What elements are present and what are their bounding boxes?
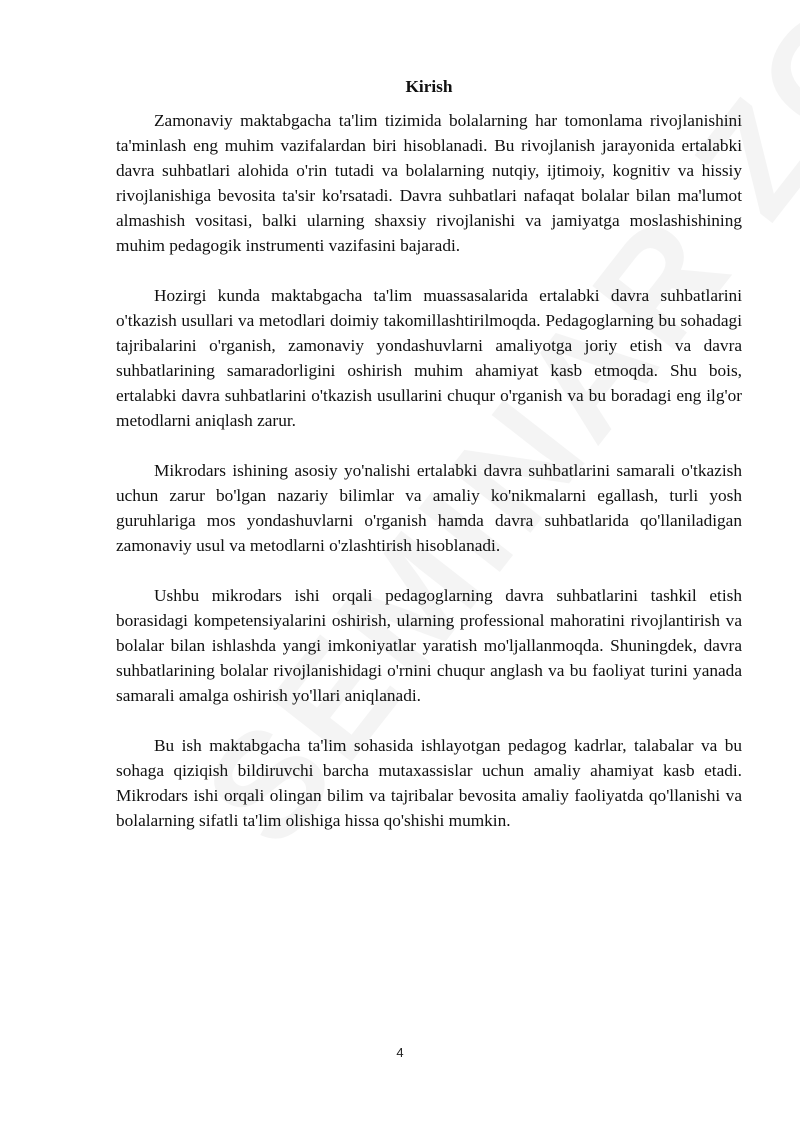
paragraph-2: Hozirgi kunda maktabgacha ta'lim muassasalarida ertalabki davra suhbatlarini o'tkazish usullari va metodlari doimiy takomillashtirilmoqda. Pedagoglarning bu sohadagi tajribalarini o'rganish, zamonaviy yondashuvlarni amaliyotga joriy etish va davra suhbatlarining samaradorligini oshirish muhim ahamiyat kasb etmoqda. Shu bois, ertalabki davra suhbatlarini o'tkazish usullarini chuqur o'rganish va bu boradagi eng ilg'or metodlarni aniqlash zarur.	[116, 286, 742, 430]
paragraph-5: Bu ish maktabgacha ta'lim sohasida ishlayotgan pedagog kadrlar, talabalar va bu sohaga qiziqish bildiruvchi barcha mutaxassislar uchun amaliy ahamiyat kasb etadi. Mikrodars ishi orqali olingan bilim va tajribalar bevosita amaliy faoliyatda qo'llanishi va bolalarning sifatli ta'lim olishiga hissa qo'shishi mumkin.	[116, 736, 742, 830]
paragraph-1: Zamonaviy maktabgacha ta'lim tizimida bolalarning har tomonlama rivojlanishini ta'minlash eng muhim vazifalardan biri hisoblanadi. Bu rivojlanish jarayonida ertalabki davra suhbatlari alohida o'rin tutadi va bolalarning nutqiy, ijtimoiy, kognitiv va hissiy rivojlanishiga bevosita ta'sir ko'rsatadi. Davra suhbatlari nafaqat bolalar bilan ma'lumot almashish vositasi, balki ularning shaxsiy rivojlanishi va jamiyatga moslashishining muhim pedagogik instrumenti vazifasini bajaradi.	[116, 111, 742, 255]
page-title: Kirish	[405, 77, 453, 96]
page-number: 4	[396, 1045, 404, 1060]
paragraph-3: Mikrodars ishining asosiy yo'nalishi ertalabki davra suhbatlarini samarali o'tkazish uchun zarur bo'lgan nazariy bilimlar va amaliy ko'nikmalarni egallash, turli yosh guruhlariga mos yondashuvlarni o'rganish hamda davra suhbatlarida qo'llaniladigan zamonaviy usul va metodlarni o'zlashtirish hisoblanadi.	[116, 461, 742, 555]
paragraph-4: Ushbu mikrodars ishi orqali pedagoglarning davra suhbatlarini tashkil etish borasidagi kompetensiyalarini oshirish, ularning professional mahoratini rivojlantirish va bolalar bilan ishlashda yangi imkoniyatlar yaratish mo'ljallanmoqda. Shuningdek, davra suhbatlarining bolalar rivojlanishidagi o'rnini chuqur anglash va bu faoliyat turini yanada samarali amalga oshirish yo'llari aniqlanadi.	[116, 586, 742, 705]
document-content	[116, 74, 742, 858]
